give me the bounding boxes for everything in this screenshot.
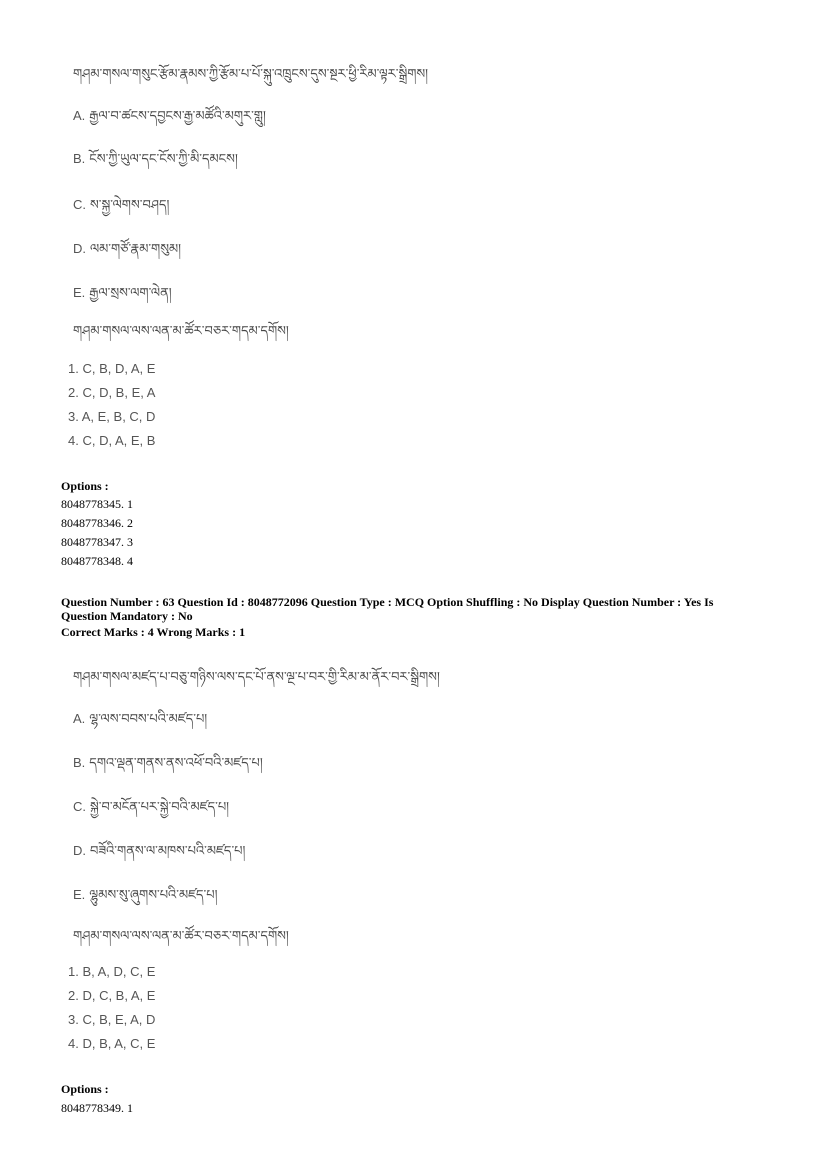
choice-b: B. དགའ་ལྡན་གནས་ནས་འཕོ་བའི་མཛད་པ།	[73, 755, 263, 771]
question-header: Question Number : 63 Question Id : 8048772096 Question Type : MCQ Option Shuffling : No Display Question Number : Yes Is	[61, 595, 714, 609]
choice-c: C. ས་སྐྱ་ལེགས་བཤད།	[73, 197, 170, 213]
option-id: 8048778346. 2	[61, 516, 133, 530]
choice-d: D. བཟོའི་གནས་ལ་མཁས་པའི་མཛད་པ།	[73, 843, 246, 859]
option-id: 8048778347. 3	[61, 535, 133, 549]
option-id: 8048778349. 1	[61, 1101, 133, 1115]
choice-c: C. སྐྱེ་བ་མངོན་པར་སྐྱེ་བའི་མཛད་པ།	[73, 799, 230, 815]
option-id: 8048778348. 4	[61, 554, 133, 568]
choice-e: E. ལྷུམས་སུ་ཞུགས་པའི་མཛད་པ།	[73, 887, 218, 903]
options-title: Options :	[61, 1082, 109, 1096]
answer-option: 1. B, A, D, C, E	[68, 964, 156, 979]
question-header-cont: Question Mandatory : No	[61, 609, 193, 623]
choice-a: A. ལྷ་ལས་བབས་པའི་མཛད་པ།	[73, 711, 208, 727]
choice-b: B. ངོས་ཀྱི་ཡུལ་དང་ངོས་ཀྱི་མི་དམངས།	[73, 151, 238, 167]
choice-e: E. རྒྱལ་སྲས་ལག་ལེན།	[73, 285, 172, 301]
instruction: གཤམ་གསལ་ལས་ལན་མ་ཚོར་བཅར་གདམ་དགོས།	[73, 929, 289, 944]
question-marks: Correct Marks : 4 Wrong Marks : 1	[61, 625, 246, 639]
option-id: 8048778345. 1	[61, 497, 133, 511]
answer-option: 4. D, B, A, C, E	[68, 1036, 156, 1051]
answer-option: 1. C, B, D, A, E	[68, 361, 156, 376]
instruction: གཤམ་གསལ་ལས་ལན་མ་ཚོར་བཅར་གདམ་དགོས།	[73, 324, 289, 339]
question-stem: གཤམ་གསལ་མཛད་པ་བཅུ་གཉིས་ལས་དང་པོ་ནས་ལྔ་པ་བར་གྱི་རིམ་མ་ནོར་བར་སྒྲིགས།	[73, 670, 440, 685]
question-stem: གཤམ་གསལ་གསུང་རྩོམ་རྣམས་ཀྱི་རྩོམ་པ་པོ་སྐུ་འཁྲུངས་དུས་སྔར་ཕྱི་རིམ་ལྟར་སྒྲིགས།	[73, 67, 429, 82]
answer-option: 2. C, D, B, E, A	[68, 385, 156, 400]
answer-option: 4. C, D, A, E, B	[68, 433, 156, 448]
answer-option: 2. D, C, B, A, E	[68, 988, 156, 1003]
choice-a: A. རྒྱལ་བ་ཚངས་དབྱངས་རྒྱ་མཚོའི་མགུར་གླུ།	[73, 108, 266, 124]
options-title: Options :	[61, 479, 109, 493]
answer-option: 3. C, B, E, A, D	[68, 1012, 156, 1027]
choice-d: D. ལམ་གཙོ་རྣམ་གསུམ།	[73, 241, 182, 257]
answer-option: 3. A, E, B, C, D	[68, 409, 156, 424]
